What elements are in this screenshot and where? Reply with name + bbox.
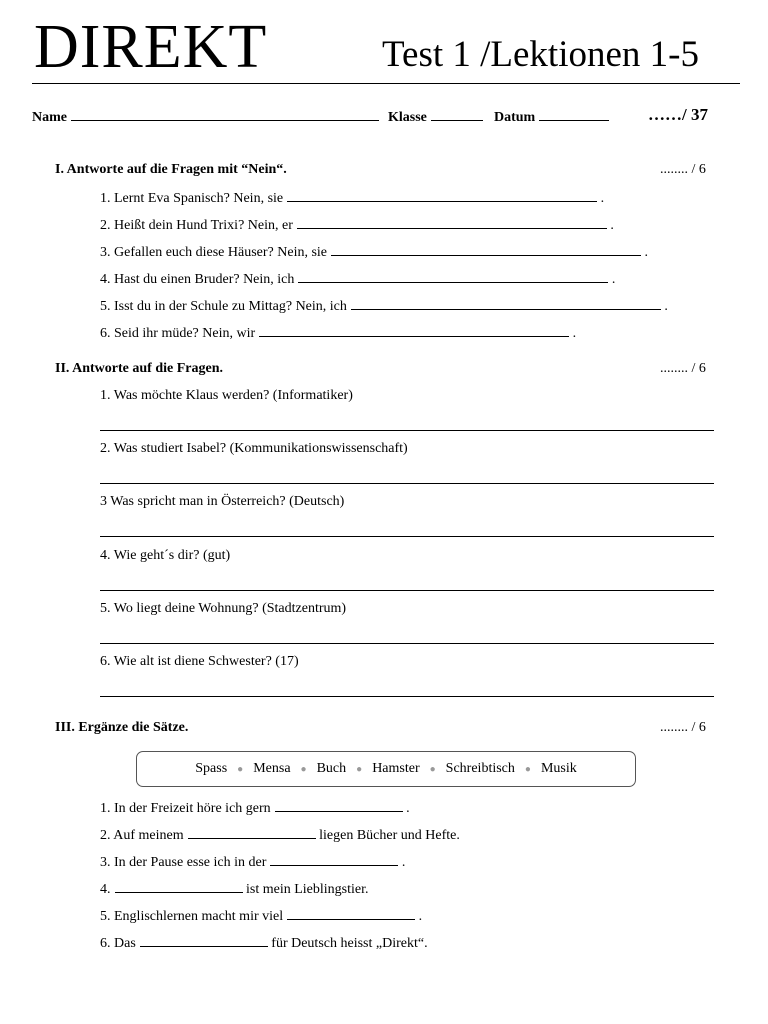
- word-bank-item: Hamster: [372, 761, 420, 776]
- s2-answer-line-3[interactable]: [100, 536, 714, 537]
- s1-item-5-text: 5. Isst du in der Schule zu Mittag? Nein, ich: [100, 299, 347, 314]
- word-bank-item: Musik: [540, 761, 577, 776]
- section3-points: ........ / 6: [660, 720, 706, 735]
- section2-points: ........ / 6: [660, 361, 706, 376]
- word-bank: [136, 751, 636, 787]
- word-bank-item: Mensa: [253, 761, 291, 776]
- s3-item-5-after: .: [418, 909, 423, 924]
- s1-item-1-blank[interactable]: [287, 187, 597, 202]
- name-blank[interactable]: [71, 106, 379, 121]
- s3-item-5-blank[interactable]: [287, 905, 415, 920]
- s2-question-3: 3 Was spricht man in Österreich? (Deutsch): [100, 494, 345, 509]
- word-bank-item: Schreibtisch: [445, 761, 515, 776]
- s3-item-3: [100, 851, 405, 873]
- s3-item-1: [100, 797, 410, 819]
- s1-item-6-text: 6. Seid ihr müde? Nein, wir: [100, 326, 256, 341]
- word-bank-item: Spass: [195, 761, 228, 776]
- s2-answer-line-1[interactable]: [100, 430, 714, 431]
- s1-item-5-blank[interactable]: [351, 295, 661, 310]
- s1-item-4-text: 4. Hast du einen Bruder? Nein, ich: [100, 272, 295, 287]
- section1-heading: I. Antworte auf die Fragen mit “Nein“.: [55, 162, 287, 177]
- s2-question-5: 5. Wo liegt deine Wohnung? (Stadtzentrum): [100, 601, 347, 616]
- s1-item-6-blank[interactable]: [259, 322, 569, 337]
- s1-item-6: 6. Seid ihr müde? Nein, wir .: [100, 322, 576, 344]
- total-score: ……/ 37: [648, 105, 708, 124]
- s3-item-1-before: 1. In der Freizeit höre ich gern: [100, 801, 271, 816]
- s1-item-2: 2. Heißt dein Hund Trixi? Nein, er .: [100, 214, 614, 236]
- s3-item-1-blank[interactable]: [275, 797, 403, 812]
- s1-item-2-text: 2. Heißt dein Hund Trixi? Nein, er: [100, 218, 293, 233]
- s1-item-4-blank[interactable]: [298, 268, 608, 283]
- s1-item-5: 5. Isst du in der Schule zu Mittag? Nein, ich .: [100, 295, 668, 317]
- s2-question-4: 4. Wie geht´s dir? (gut): [100, 548, 231, 563]
- s3-item-4-blank[interactable]: [115, 878, 243, 893]
- brand-title: DIREKT: [34, 13, 268, 81]
- s3-item-3-before: 3. In der Pause esse ich in der: [100, 855, 267, 870]
- s1-item-3-text: 3. Gefallen euch diese Häuser? Nein, sie: [100, 245, 328, 260]
- name-field[interactable]: [32, 106, 379, 129]
- s1-item-3: 3. Gefallen euch diese Häuser? Nein, sie .: [100, 241, 648, 263]
- s1-item-1-text: 1. Lernt Eva Spanisch? Nein, sie: [100, 191, 284, 206]
- s3-item-1-after: .: [406, 801, 410, 816]
- s3-item-3-after: .: [401, 855, 406, 870]
- test-title: Test 1 /Lektionen 1-5: [382, 34, 699, 75]
- s1-item-2-blank[interactable]: [297, 214, 607, 229]
- s3-item-6: [100, 932, 428, 954]
- s2-question-2: 2. Was studiert Isabel? (Kommunikationswissenschaft): [100, 441, 408, 456]
- s3-item-4: [100, 878, 369, 900]
- s2-question-1: 1. Was möchte Klaus werden? (Informatiker): [100, 388, 353, 403]
- s1-item-3-blank[interactable]: [331, 241, 641, 256]
- section1-points: ........ / 6: [660, 162, 706, 177]
- section2-heading: II. Antworte auf die Fragen.: [55, 361, 223, 376]
- class-blank[interactable]: [431, 106, 483, 121]
- s2-question-6: 6. Wie alt ist diene Schwester? (17): [100, 654, 299, 669]
- s3-item-6-after: für Deutsch heisst „Direkt“.: [271, 936, 428, 951]
- date-label: Datum: [494, 110, 536, 125]
- name-label: Name: [32, 110, 67, 125]
- header-divider: [32, 83, 740, 84]
- s3-item-6-blank[interactable]: [140, 932, 268, 947]
- date-blank[interactable]: [539, 106, 609, 121]
- bullet-icon: ●: [300, 763, 307, 775]
- section3-heading: III. Ergänze die Sätze.: [55, 720, 189, 735]
- word-bank-item: Buch: [316, 761, 347, 776]
- s3-item-4-before: 4.: [100, 882, 111, 897]
- s2-answer-line-2[interactable]: [100, 483, 714, 484]
- s3-item-5-before: 5. Englischlernen macht mir viel: [100, 909, 284, 924]
- s1-item-1: 1. Lernt Eva Spanisch? Nein, sie .: [100, 187, 604, 209]
- class-field[interactable]: [388, 106, 483, 129]
- s3-item-5: [100, 905, 422, 927]
- s3-item-2-blank[interactable]: [188, 824, 316, 839]
- bullet-icon: ●: [429, 763, 436, 775]
- s3-item-4-after: ist mein Lieblingstier.: [246, 882, 369, 897]
- s1-item-4: 4. Hast du einen Bruder? Nein, ich .: [100, 268, 615, 290]
- s3-item-2-before: 2. Auf meinem: [100, 828, 184, 843]
- s3-item-2: [100, 824, 460, 846]
- s2-answer-line-5[interactable]: [100, 643, 714, 644]
- bullet-icon: ●: [356, 763, 363, 775]
- s3-item-2-after: liegen Bücher und Hefte.: [319, 828, 460, 843]
- s3-item-3-blank[interactable]: [270, 851, 398, 866]
- date-field[interactable]: [494, 106, 609, 129]
- bullet-icon: ●: [237, 763, 244, 775]
- s3-item-6-before: 6. Das: [100, 936, 136, 951]
- bullet-icon: ●: [524, 763, 531, 775]
- class-label: Klasse: [388, 110, 427, 125]
- s2-answer-line-6[interactable]: [100, 696, 714, 697]
- s2-answer-line-4[interactable]: [100, 590, 714, 591]
